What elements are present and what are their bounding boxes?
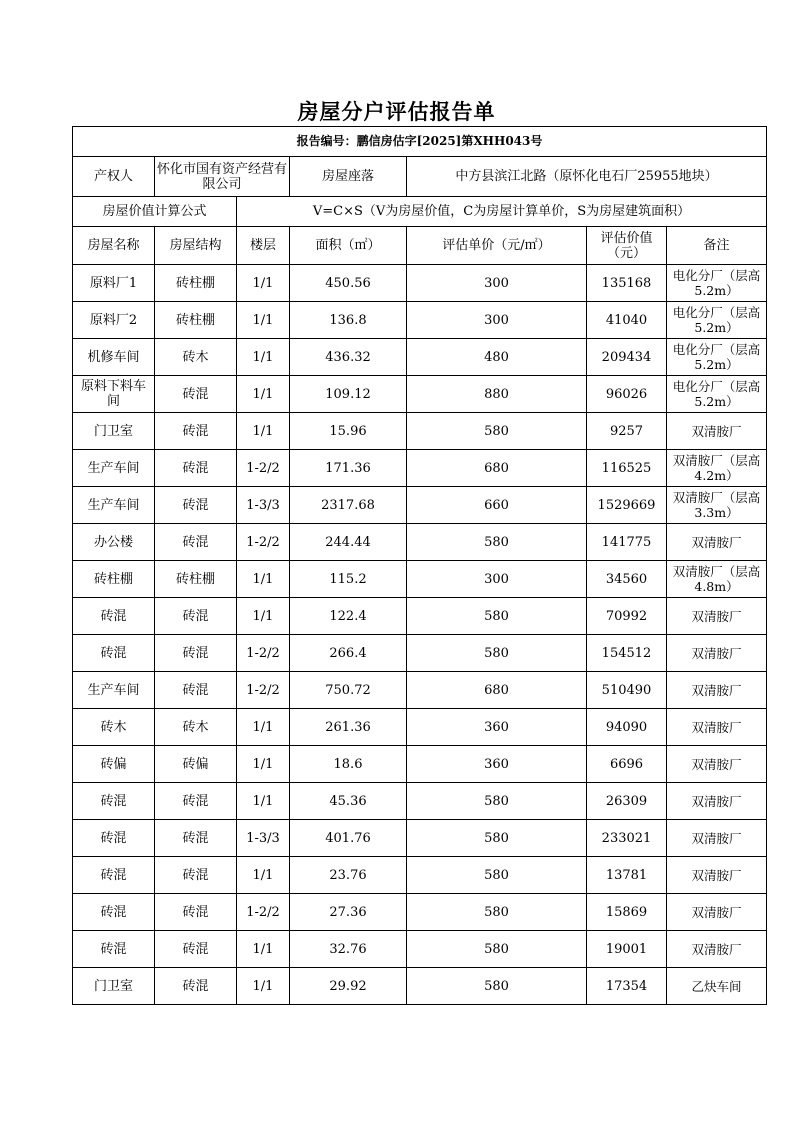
cell-structure: 砖混 (155, 376, 237, 413)
cell-structure: 砖混 (155, 931, 237, 968)
table-row (73, 783, 767, 820)
cell-name: 砖混 (73, 820, 155, 857)
table-row (73, 857, 767, 894)
formula-value: V=C×S（V为房屋价值，C为房屋计算单价，S为房屋建筑面积） (237, 197, 767, 227)
cell-name: 门卫室 (73, 413, 155, 450)
table-row (73, 339, 767, 376)
cell-floor: 1/1 (237, 339, 290, 376)
cell-structure: 砖混 (155, 524, 237, 561)
header-value: 评估价值（元） (587, 227, 667, 265)
cell-name: 生产车间 (73, 487, 155, 524)
cell-unit-price: 580 (407, 783, 587, 820)
cell-area: 2317.68 (290, 487, 407, 524)
cell-unit-price: 580 (407, 413, 587, 450)
cell-floor: 1-2/2 (237, 894, 290, 931)
cell-remark: 电化分厂（层高5.2m） (667, 339, 767, 376)
cell-remark: 双清胺厂 (667, 709, 767, 746)
cell-floor: 1-3/3 (237, 820, 290, 857)
table-row (73, 265, 767, 302)
cell-area: 171.36 (290, 450, 407, 487)
cell-name: 砖柱棚 (73, 561, 155, 598)
cell-remark: 双清胺厂 (667, 820, 767, 857)
cell-value: 17354 (587, 968, 667, 1005)
location-label: 房屋座落 (290, 157, 407, 197)
cell-value: 510490 (587, 672, 667, 709)
cell-area: 244.44 (290, 524, 407, 561)
cell-floor: 1/1 (237, 746, 290, 783)
cell-remark: 双清胺厂（层高4.2m） (667, 450, 767, 487)
cell-unit-price: 580 (407, 524, 587, 561)
cell-unit-price: 580 (407, 857, 587, 894)
cell-value: 135168 (587, 265, 667, 302)
cell-floor: 1/1 (237, 598, 290, 635)
cell-unit-price: 580 (407, 820, 587, 857)
cell-floor: 1/1 (237, 561, 290, 598)
cell-value: 41040 (587, 302, 667, 339)
cell-unit-price: 660 (407, 487, 587, 524)
cell-value: 13781 (587, 857, 667, 894)
cell-floor: 1/1 (237, 709, 290, 746)
cell-name: 原料下料车间 (73, 376, 155, 413)
table-row (73, 524, 767, 561)
cell-name: 办公楼 (73, 524, 155, 561)
cell-value: 1529669 (587, 487, 667, 524)
table-row (73, 709, 767, 746)
cell-floor: 1/1 (237, 968, 290, 1005)
cell-name: 砖混 (73, 598, 155, 635)
cell-name: 生产车间 (73, 672, 155, 709)
table-row (73, 635, 767, 672)
cell-name: 砖混 (73, 857, 155, 894)
cell-value: 96026 (587, 376, 667, 413)
cell-area: 136.8 (290, 302, 407, 339)
cell-area: 27.36 (290, 894, 407, 931)
cell-name: 原料厂1 (73, 265, 155, 302)
cell-unit-price: 300 (407, 265, 587, 302)
cell-floor: 1-3/3 (237, 487, 290, 524)
cell-value: 34560 (587, 561, 667, 598)
table-row (73, 894, 767, 931)
cell-name: 砖混 (73, 635, 155, 672)
cell-unit-price: 300 (407, 561, 587, 598)
cell-area: 266.4 (290, 635, 407, 672)
cell-structure: 砖混 (155, 450, 237, 487)
table-row (73, 598, 767, 635)
table-row (73, 746, 767, 783)
cell-remark: 电化分厂（层高5.2m） (667, 376, 767, 413)
cell-remark: 双清胺厂 (667, 931, 767, 968)
cell-value: 15869 (587, 894, 667, 931)
table-row (73, 302, 767, 339)
cell-area: 45.36 (290, 783, 407, 820)
header-area: 面积（㎡） (290, 227, 407, 265)
report-number: 报告编号：鹏信房估字[2025]第XHH043号 (73, 127, 767, 157)
owner-label: 产权人 (73, 157, 155, 197)
cell-remark: 双清胺厂 (667, 894, 767, 931)
cell-area: 32.76 (290, 931, 407, 968)
cell-name: 砖混 (73, 894, 155, 931)
cell-structure: 砖木 (155, 709, 237, 746)
cell-unit-price: 580 (407, 968, 587, 1005)
cell-unit-price: 300 (407, 302, 587, 339)
cell-value: 70992 (587, 598, 667, 635)
cell-remark: 双清胺厂 (667, 746, 767, 783)
table-row (73, 820, 767, 857)
cell-area: 15.96 (290, 413, 407, 450)
cell-area: 109.12 (290, 376, 407, 413)
cell-unit-price: 580 (407, 635, 587, 672)
cell-floor: 1/1 (237, 413, 290, 450)
cell-remark: 双清胺厂（层高3.3m） (667, 487, 767, 524)
cell-structure: 砖混 (155, 857, 237, 894)
cell-floor: 1-2/2 (237, 635, 290, 672)
cell-floor: 1-2/2 (237, 524, 290, 561)
table-row (73, 931, 767, 968)
cell-unit-price: 360 (407, 746, 587, 783)
header-row (73, 227, 767, 265)
appraisal-table (72, 126, 767, 1005)
cell-area: 436.32 (290, 339, 407, 376)
cell-structure: 砖混 (155, 635, 237, 672)
cell-value: 19001 (587, 931, 667, 968)
cell-value: 9257 (587, 413, 667, 450)
cell-remark: 双清胺厂 (667, 598, 767, 635)
cell-remark: 乙炔车间 (667, 968, 767, 1005)
table-row (73, 450, 767, 487)
cell-area: 261.36 (290, 709, 407, 746)
table-row (73, 376, 767, 413)
cell-structure: 砖柱棚 (155, 302, 237, 339)
cell-floor: 1/1 (237, 857, 290, 894)
header-floor: 楼层 (237, 227, 290, 265)
cell-floor: 1-2/2 (237, 672, 290, 709)
cell-area: 122.4 (290, 598, 407, 635)
cell-floor: 1/1 (237, 265, 290, 302)
cell-floor: 1/1 (237, 302, 290, 339)
cell-area: 18.6 (290, 746, 407, 783)
cell-area: 450.56 (290, 265, 407, 302)
cell-structure: 砖混 (155, 968, 237, 1005)
cell-structure: 砖混 (155, 413, 237, 450)
cell-remark: 双清胺厂（层高4.8m） (667, 561, 767, 598)
owner-row (73, 157, 767, 197)
cell-structure: 砖木 (155, 339, 237, 376)
cell-value: 94090 (587, 709, 667, 746)
cell-name: 机修车间 (73, 339, 155, 376)
table-row (73, 413, 767, 450)
table-row (73, 672, 767, 709)
cell-unit-price: 480 (407, 339, 587, 376)
cell-name: 砖混 (73, 931, 155, 968)
cell-remark: 双清胺厂 (667, 672, 767, 709)
cell-remark: 双清胺厂 (667, 524, 767, 561)
cell-floor: 1/1 (237, 376, 290, 413)
cell-remark: 电化分厂（层高5.2m） (667, 302, 767, 339)
cell-structure: 砖混 (155, 894, 237, 931)
cell-floor: 1/1 (237, 783, 290, 820)
table-row (73, 487, 767, 524)
cell-area: 29.92 (290, 968, 407, 1005)
cell-name: 砖混 (73, 783, 155, 820)
cell-area: 401.76 (290, 820, 407, 857)
header-structure: 房屋结构 (155, 227, 237, 265)
table-row (73, 561, 767, 598)
cell-value: 209434 (587, 339, 667, 376)
cell-structure: 砖混 (155, 487, 237, 524)
cell-unit-price: 680 (407, 450, 587, 487)
cell-name: 原料厂2 (73, 302, 155, 339)
cell-name: 砖木 (73, 709, 155, 746)
header-name: 房屋名称 (73, 227, 155, 265)
cell-unit-price: 580 (407, 598, 587, 635)
cell-value: 154512 (587, 635, 667, 672)
header-remark: 备注 (667, 227, 767, 265)
cell-unit-price: 580 (407, 894, 587, 931)
cell-structure: 砖柱棚 (155, 561, 237, 598)
cell-unit-price: 580 (407, 931, 587, 968)
formula-label: 房屋价值计算公式 (73, 197, 237, 227)
cell-name: 门卫室 (73, 968, 155, 1005)
cell-area: 115.2 (290, 561, 407, 598)
cell-remark: 双清胺厂 (667, 413, 767, 450)
cell-structure: 砖偏 (155, 746, 237, 783)
cell-floor: 1-2/2 (237, 450, 290, 487)
page-title: 房屋分户评估报告单 (297, 99, 496, 124)
table-row (73, 968, 767, 1005)
cell-structure: 砖混 (155, 598, 237, 635)
cell-remark: 双清胺厂 (667, 783, 767, 820)
cell-name: 生产车间 (73, 450, 155, 487)
cell-value: 233021 (587, 820, 667, 857)
report-number-row (73, 127, 767, 157)
formula-row (73, 197, 767, 227)
cell-value: 26309 (587, 783, 667, 820)
cell-remark: 双清胺厂 (667, 635, 767, 672)
cell-value: 141775 (587, 524, 667, 561)
cell-floor: 1/1 (237, 931, 290, 968)
cell-name: 砖偏 (73, 746, 155, 783)
location-value: 中方县滨江北路（原怀化电石厂25955地块） (407, 157, 767, 197)
cell-remark: 双清胺厂 (667, 857, 767, 894)
cell-structure: 砖混 (155, 672, 237, 709)
header-unit-price: 评估单价（元/㎡） (407, 227, 587, 265)
cell-structure: 砖柱棚 (155, 265, 237, 302)
owner-value: 怀化市国有资产经营有限公司 (155, 157, 290, 197)
cell-unit-price: 360 (407, 709, 587, 746)
cell-area: 750.72 (290, 672, 407, 709)
cell-unit-price: 880 (407, 376, 587, 413)
cell-remark: 电化分厂（层高5.2m） (667, 265, 767, 302)
cell-unit-price: 680 (407, 672, 587, 709)
cell-structure: 砖混 (155, 783, 237, 820)
cell-area: 23.76 (290, 857, 407, 894)
cell-structure: 砖混 (155, 820, 237, 857)
cell-value: 116525 (587, 450, 667, 487)
cell-value: 6696 (587, 746, 667, 783)
